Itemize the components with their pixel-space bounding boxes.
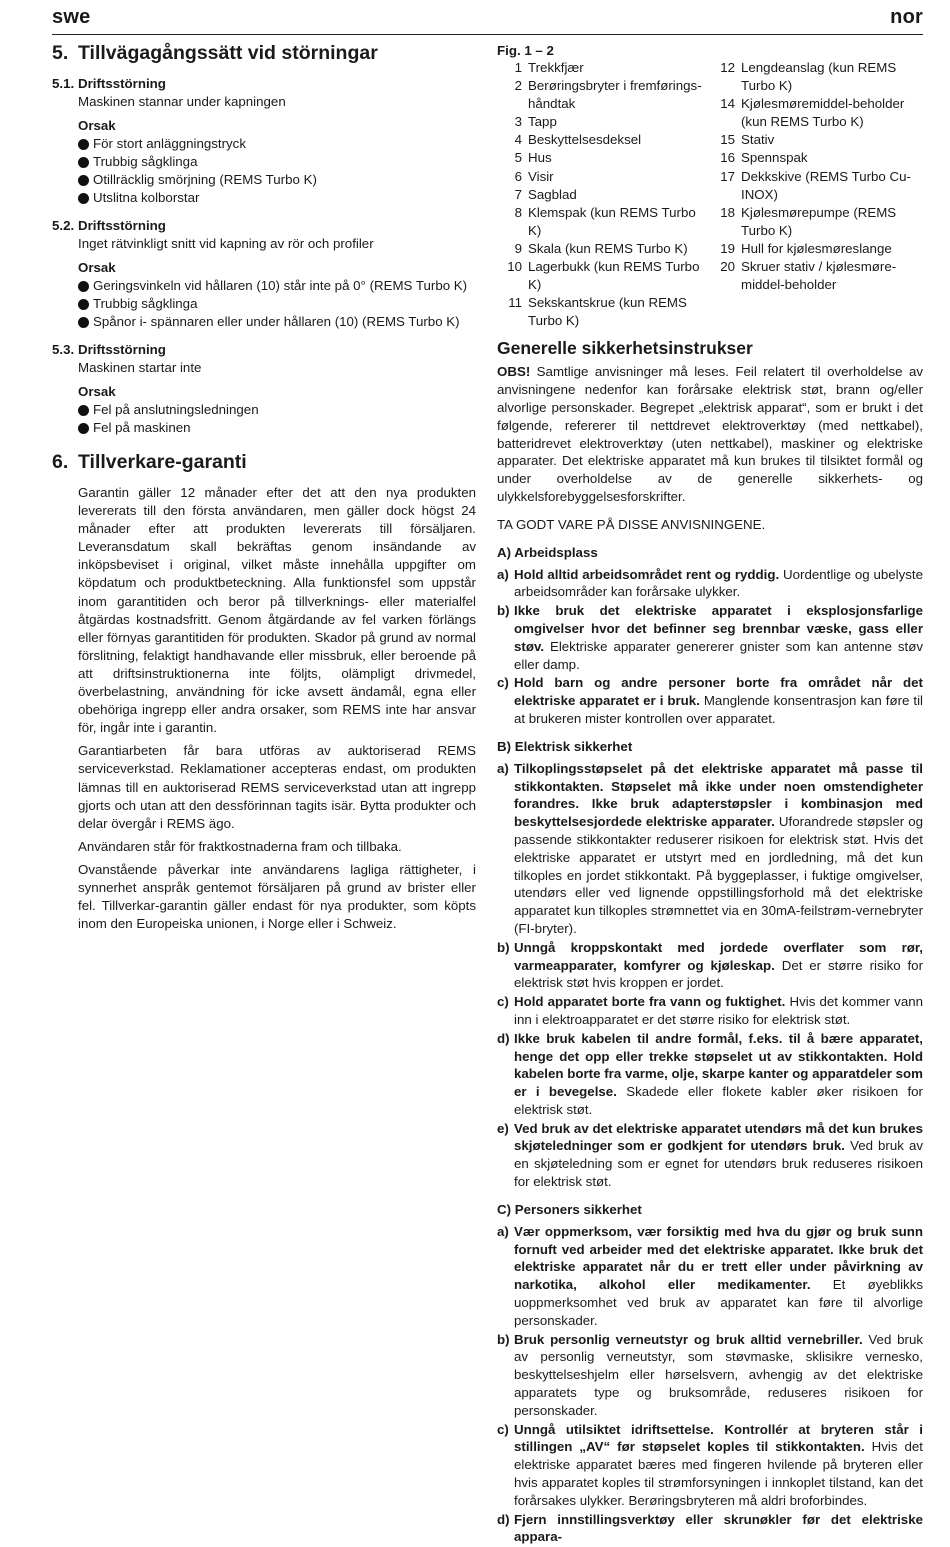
legend-item — [710, 59, 923, 95]
item-bold-text: Ikke bruk det elektriske apparatet i eksplosjonsfarlige omgivelser hvor det befinner seg brennbar væske, gass eller støv. — [514, 603, 923, 654]
cause-text: Fel på anslutningsledningen — [93, 402, 259, 417]
safety-item — [497, 993, 923, 1029]
item-text: Manglende konsentrasjon kan føre til at brukeren mister kontrollen over apparatet. — [514, 693, 923, 726]
legend-text: Hus — [528, 150, 552, 166]
item-bold-text: Unngå kroppskontakt med jordede overflater som rør, varmeapparater, komfyrer og kjøleskap. — [514, 939, 923, 973]
legend-text: Beskyttelsesdeksel — [528, 132, 642, 148]
section-title: Tillverkare-garanti — [78, 451, 247, 473]
troubleshoot-block — [52, 341, 476, 437]
safety-item — [497, 1120, 923, 1191]
section-number: 5. — [52, 42, 69, 64]
legend-item — [497, 240, 710, 258]
cause-list — [78, 135, 476, 207]
legend-item — [497, 168, 710, 186]
fault-body — [78, 359, 476, 437]
legend-number: 2 — [514, 78, 522, 94]
legend-number: 7 — [514, 186, 522, 202]
item-letter: a) — [497, 566, 509, 582]
item-text: Uordentlige og ubelyste arbeidsområder kan forårsake ulykker. — [514, 566, 924, 600]
bullet-icon — [78, 175, 89, 186]
cause-item — [78, 295, 476, 313]
legend-number: 17 — [720, 168, 735, 184]
fault-title — [52, 217, 476, 235]
legend-number: 15 — [720, 132, 735, 148]
item-bold-text: Unngå utilsiktet idriftsettelse. Kontrollér at bryteren står i stillingen „AV“ før støpselet koples til stikkontakten. — [514, 1421, 923, 1455]
item-body — [514, 760, 923, 938]
legend-number: 20 — [720, 259, 735, 275]
cause-label: Orsak — [78, 118, 116, 133]
section-6-heading — [52, 451, 476, 474]
cause-text: Geringsvinkeln vid hållaren (10) står inte på 0° (REMS Turbo K) — [93, 278, 468, 293]
legend-text: Kjølesmørepumpe (REMS Turbo K) — [741, 204, 897, 238]
cause-item — [78, 135, 476, 153]
item-text: Hvis det elektriske apparatet bæres med fingeren hvilende på bryteren eller hvis apparatet koples til strømforsyningen i innkoplet tilstand, kan det forårsakes ulykker. Berøringsbryteren må aldri broforbindes. — [514, 1439, 923, 1508]
item-body — [514, 1120, 923, 1191]
bullet-icon — [78, 299, 89, 310]
legend-text: Tapp — [528, 114, 557, 130]
fault-label: Driftsstörning — [78, 342, 166, 357]
cause-item — [78, 401, 476, 419]
legend-number: 4 — [514, 132, 522, 148]
cause-item — [78, 419, 476, 437]
safety-item — [497, 939, 923, 992]
item-body — [514, 1030, 923, 1119]
legend-text: Sagblad — [528, 186, 577, 202]
legend-number: 14 — [720, 96, 735, 112]
legend-item — [497, 113, 710, 131]
cause-item — [78, 313, 476, 331]
bullet-icon — [78, 423, 89, 434]
warranty-paragraph: Användaren står för fraktkostnaderna fram och tillbaka. — [78, 838, 402, 854]
item-letter: d) — [497, 1030, 510, 1046]
legend-number: 16 — [720, 150, 735, 166]
legend-item — [710, 95, 923, 131]
legend-text: Skruer stativ / kjølesmøre-middel-beholder — [741, 259, 897, 293]
cause-text: För stort anläggningstryck — [93, 136, 246, 151]
legend-item — [710, 168, 923, 204]
fault-title — [52, 341, 476, 359]
item-text: Ved bruk av en skjøteledning som er egnet for utendørs bruk reduseres risikoen for elektrisk støt. — [514, 1138, 924, 1190]
legend-text: Lagerbukk (kun REMS Turbo K) — [528, 259, 700, 293]
safety-item — [497, 1331, 923, 1420]
item-text: Et øyeblikks uoppmerksomhet ved bruk av apparatet kan føre til alvorlige personskader. — [514, 1277, 923, 1328]
legend-item — [710, 204, 923, 240]
legend-item — [497, 204, 710, 240]
fault-number: 5.2. — [52, 218, 75, 233]
warranty-paragraph: Garantin gäller 12 månader efter det att den nya produkten levererats till den första användaren, men gäller dock högst 24 månader efter att produkten levererats till försäljaren. Leveransdatum skall bekräftas genom insändande av inköpsbeviset i original, vilket måste innehålla uppgifter om köpdatum och produktbeteckning. Alla funktionsfel som uppstår inom garantitiden och beror på tillverknings- eller materialfel åtgärdas kostnadsfritt. Genom åtgärdande av fel varken förlängs eller förnyas garantitiden för produkten. Skador på grund av normal förslitning, felaktigt handhavande eller missbruk, eller beroende på att driftsinstruktionerna inte följts, olämpligt drivmedel, överbelastning, användning för icke avsett ändamål, egna eller obehöriga ingrepp eller andra orsaker, som REMS inte har ansvar för, ingår inte i garantin. — [78, 485, 476, 736]
item-bold-text: Ved bruk av det elektriske apparatet utendørs må det kun brukes skjøteledninger som er godkjent for utendørs bruk. — [514, 1120, 923, 1154]
item-text: Uforandrede støpsler og passende stikkontakter reduserer risikoen for elektrisk støt. Hvis det elektriske apparatet er utstyrt med en jordledning, må det kun tilkoples en jordet stikkontakt. På byggeplasser, i fuktige omgivelser, utendørs eller ved lignende oppstillingsforhold må det elektriske apparatet kun tilkoples strømnettet via en 30mA-feilstrøm-vernebryter (FI-bryter). — [514, 814, 923, 936]
safety-item — [497, 760, 923, 938]
cause-list — [78, 277, 476, 331]
bullet-icon — [78, 139, 89, 150]
item-letter: c) — [497, 1421, 509, 1437]
fault-description: Maskinen stannar under kapningen — [78, 94, 286, 109]
bullet-icon — [78, 193, 89, 204]
legend-item — [710, 258, 923, 294]
cause-text: Fel på maskinen — [93, 420, 191, 435]
fault-description: Maskinen startar inte — [78, 360, 202, 375]
intro-bold: OBS! — [497, 364, 531, 380]
legend-number: 5 — [514, 150, 522, 166]
item-body — [514, 674, 923, 727]
legend-number: 12 — [720, 60, 735, 75]
keep-instructions: TA GODT VARE PÅ DISSE ANVISNINGENE. — [497, 516, 766, 532]
warranty-paragraph: Ovanstående påverkar inte användarens lagliga rättigheter, i synnerhet anspråk gentemot försäljaren på grund av brister eller fel. Tillverkar-garantin gäller endast för nya produkter, som köpts inom den Europeiska unionen, i Norge eller i Schweiz. — [78, 861, 476, 932]
cause-text: Otillräcklig smörjning (REMS Turbo K) — [93, 172, 317, 187]
item-letter: b) — [497, 1331, 510, 1347]
safety-section-heading: B) Elektrisk sikkerhet — [497, 738, 633, 754]
right-column — [497, 40, 923, 1547]
fault-label: Driftsstörning — [78, 76, 166, 91]
legend-item — [497, 186, 710, 204]
language-label-nor: nor — [890, 6, 923, 28]
legend-text: Dekkskive (REMS Turbo Cu-INOX) — [741, 168, 911, 202]
legend-number: 9 — [514, 240, 522, 256]
item-body — [514, 1421, 923, 1510]
legend-number: 10 — [507, 259, 522, 275]
legend-text: Stativ — [741, 132, 775, 148]
language-label-swe: swe — [52, 6, 91, 28]
safety-item — [497, 674, 923, 727]
left-column — [52, 40, 476, 938]
legend-item — [497, 149, 710, 167]
cause-item — [78, 189, 476, 207]
bullet-icon — [78, 281, 89, 292]
item-letter: c) — [497, 994, 509, 1010]
header-rule — [52, 34, 923, 35]
item-body — [514, 1511, 923, 1547]
safety-item — [497, 1223, 923, 1330]
cause-label: Orsak — [78, 384, 116, 399]
item-body — [514, 602, 923, 673]
legend-number: 11 — [508, 295, 522, 311]
legend-item — [497, 294, 710, 330]
legend-text: Hull for kjølesmøreslange — [741, 240, 892, 256]
item-text: Det er større risiko for elektrisk støt hvis kroppen er jordet. — [514, 957, 924, 991]
fault-body — [78, 235, 476, 331]
safety-intro — [497, 363, 923, 505]
item-letter: a) — [497, 760, 509, 776]
safety-section-heading: A) Arbeidsplass — [497, 544, 598, 560]
cause-text: Trubbig sågklinga — [93, 154, 198, 169]
troubleshoot-block — [52, 217, 476, 331]
legend-number: 1 — [514, 60, 522, 75]
item-body — [514, 939, 923, 992]
section-number: 6. — [52, 451, 69, 473]
fault-title — [52, 75, 476, 93]
bullet-icon — [78, 157, 89, 168]
section-title: Tillvägagångssätt vid störningar — [78, 42, 378, 64]
section-5-heading — [52, 42, 476, 65]
cause-text: Spånor i- spännaren eller under hållaren (10) (REMS Turbo K) — [93, 314, 460, 329]
figure-legend-right — [710, 59, 923, 330]
cause-label: Orsak — [78, 260, 116, 275]
legend-item — [497, 59, 710, 77]
safety-item — [497, 602, 923, 673]
fault-number: 5.3. — [52, 342, 75, 357]
legend-text: Skala (kun REMS Turbo K) — [528, 240, 688, 256]
item-bold-text: Vær oppmerksom, vær forsiktig med hva du gjør og bruk sunn fornuft ved arbeider med det elektriske apparatet. Ikke bruk det elektriske apparatet når du er trett eller under påvirkning av narkotika, alkohol eller medikamenter. — [514, 1223, 923, 1293]
legend-text: Kjølesmøremiddel-beholder (kun REMS Turbo K) — [741, 96, 905, 130]
item-letter: d) — [497, 1511, 510, 1527]
item-text: Skadede eller flokete kabler øker risikoen for elektrisk støt. — [514, 1084, 923, 1117]
figure-legend-title: Fig. 1 – 2 — [497, 43, 554, 58]
figure-legend-left — [497, 59, 710, 330]
item-letter: b) — [497, 939, 510, 955]
item-bold-text: Bruk personlig verneutstyr og bruk alltid vernebriller. — [514, 1331, 863, 1347]
item-text: Hvis det kommer vann inn i elektroapparatet er det større risiko for elektrisk støt. — [514, 994, 924, 1027]
figure-legend — [497, 59, 923, 330]
legend-number: 18 — [720, 204, 735, 220]
item-bold-text: Tilkoplingsstøpselet på det elektriske apparatet må passe til stikkontakten. Støpselet må ikke under noen omstendigheter forandres. Ikke bruk adapterstøpsler i kombinasjon med beskyttelsesjordede elektriske apparater. — [514, 760, 923, 830]
legend-item — [497, 77, 710, 113]
legend-number: 8 — [514, 204, 522, 220]
legend-text: Lengdeanslag (kun REMS Turbo K) — [741, 60, 897, 94]
fault-body — [78, 93, 476, 207]
item-text: Ved bruk av personlig verneutstyr, som støvmaske, sklisikre vernesko, beskyttelseshjelm eller hørselsvern, avhengig av det elektriske apparatets type og bruksområde, reduseres risikoen for personskader. — [514, 1331, 923, 1418]
item-bold-text: Hold apparatet borte fra vann og fuktighet. — [514, 994, 786, 1010]
legend-item — [497, 258, 710, 294]
legend-number: 6 — [514, 168, 522, 184]
cause-text: Trubbig sågklinga — [93, 296, 198, 311]
legend-number: 3 — [514, 114, 522, 130]
item-bold-text: Hold alltid arbeidsområdet rent og ryddig. — [514, 566, 780, 582]
cause-item — [78, 153, 476, 171]
legend-text: Berøringsbryter i fremførings-håndtak — [528, 78, 702, 112]
legend-item — [710, 131, 923, 149]
cause-item — [78, 277, 476, 295]
warranty-paragraph: Garantiarbeten får bara utföras av auktoriserad REMS serviceverkstad. Reklamationer accepteras endast, om produkten lämnas till en auktoriserad REMS serviceverkstad utan att ingrepp gjorts och utan att den dessförinnan tagits isär. Bytta produkter och delar övergår i REMS ägo. — [78, 743, 476, 831]
item-body — [514, 566, 923, 602]
safety-title: Generelle sikkerhetsinstrukser — [497, 338, 753, 359]
legend-text: Spennspak — [741, 150, 808, 166]
safety-item — [497, 1511, 923, 1547]
safety-item — [497, 1030, 923, 1119]
legend-text: Sekskantskrue (kun REMS Turbo K) — [528, 295, 687, 329]
item-letter: e) — [497, 1120, 509, 1136]
item-body — [514, 1331, 923, 1420]
item-text: Elektriske apparater genererer gnister som kan antenne støv eller damp. — [514, 638, 923, 672]
safety-item — [497, 566, 923, 602]
legend-item — [710, 149, 923, 167]
item-bold-text: Ikke bruk kabelen til andre formål, f.eks. til å bære apparatet, henge det opp eller trekke støpselet ut av stikkontakten. Hold kabelen borte fra varme, olje, skarpe kanter og apparatdeler som er i bevegelse. — [514, 1030, 923, 1100]
fault-label: Driftsstörning — [78, 218, 166, 233]
item-bold-text: Hold barn og andre personer borte fra området når det elektriske apparatet er i bruk. — [514, 675, 923, 709]
safety-item — [497, 1421, 923, 1510]
legend-item — [710, 240, 923, 258]
item-bold-text: Fjern innstillingsverktøy eller skrunøkler før det elektriske appara- — [514, 1511, 923, 1545]
bullet-icon — [78, 405, 89, 416]
fault-description: Inget rätvinkligt snitt vid kapning av rör och profiler — [78, 236, 374, 251]
intro-text: Samtlige anvisninger må leses. Feil relatert til overholdelse av anvisningene nedenfor kan forårsake elektrisk støt, brann og/eller alvorlige personskader. Begrepet „elektrisk apparat“, som er brukt i det følgende, refererer til nettdrevet elektroverktøy (med nettkabel), batteridrevet elektroverktøy (uten nettkabel), maskiner og elektriske apparater. Det elektriske apparatet må kun brukes til tilsiktet formål og under overholdelse av de generelle sikkerhets- og ulykkelsforebyggelsesforskrifter. — [497, 364, 923, 504]
fault-number: 5.1. — [52, 76, 75, 91]
bullet-icon — [78, 317, 89, 328]
item-letter: c) — [497, 675, 509, 691]
item-body — [514, 1223, 923, 1330]
legend-number: 19 — [720, 240, 735, 256]
legend-text: Visir — [528, 168, 554, 184]
cause-item — [78, 171, 476, 189]
legend-item — [497, 131, 710, 149]
item-letter: a) — [497, 1223, 509, 1239]
legend-text: Trekkfjær — [528, 60, 584, 75]
item-letter: b) — [497, 603, 510, 619]
troubleshoot-block — [52, 75, 476, 207]
legend-text: Klemspak (kun REMS Turbo K) — [528, 204, 696, 238]
item-body — [514, 993, 923, 1029]
cause-text: Utslitna kolborstar — [93, 190, 200, 205]
cause-list — [78, 401, 476, 437]
safety-section-heading: C) Personers sikkerhet — [497, 1201, 642, 1217]
